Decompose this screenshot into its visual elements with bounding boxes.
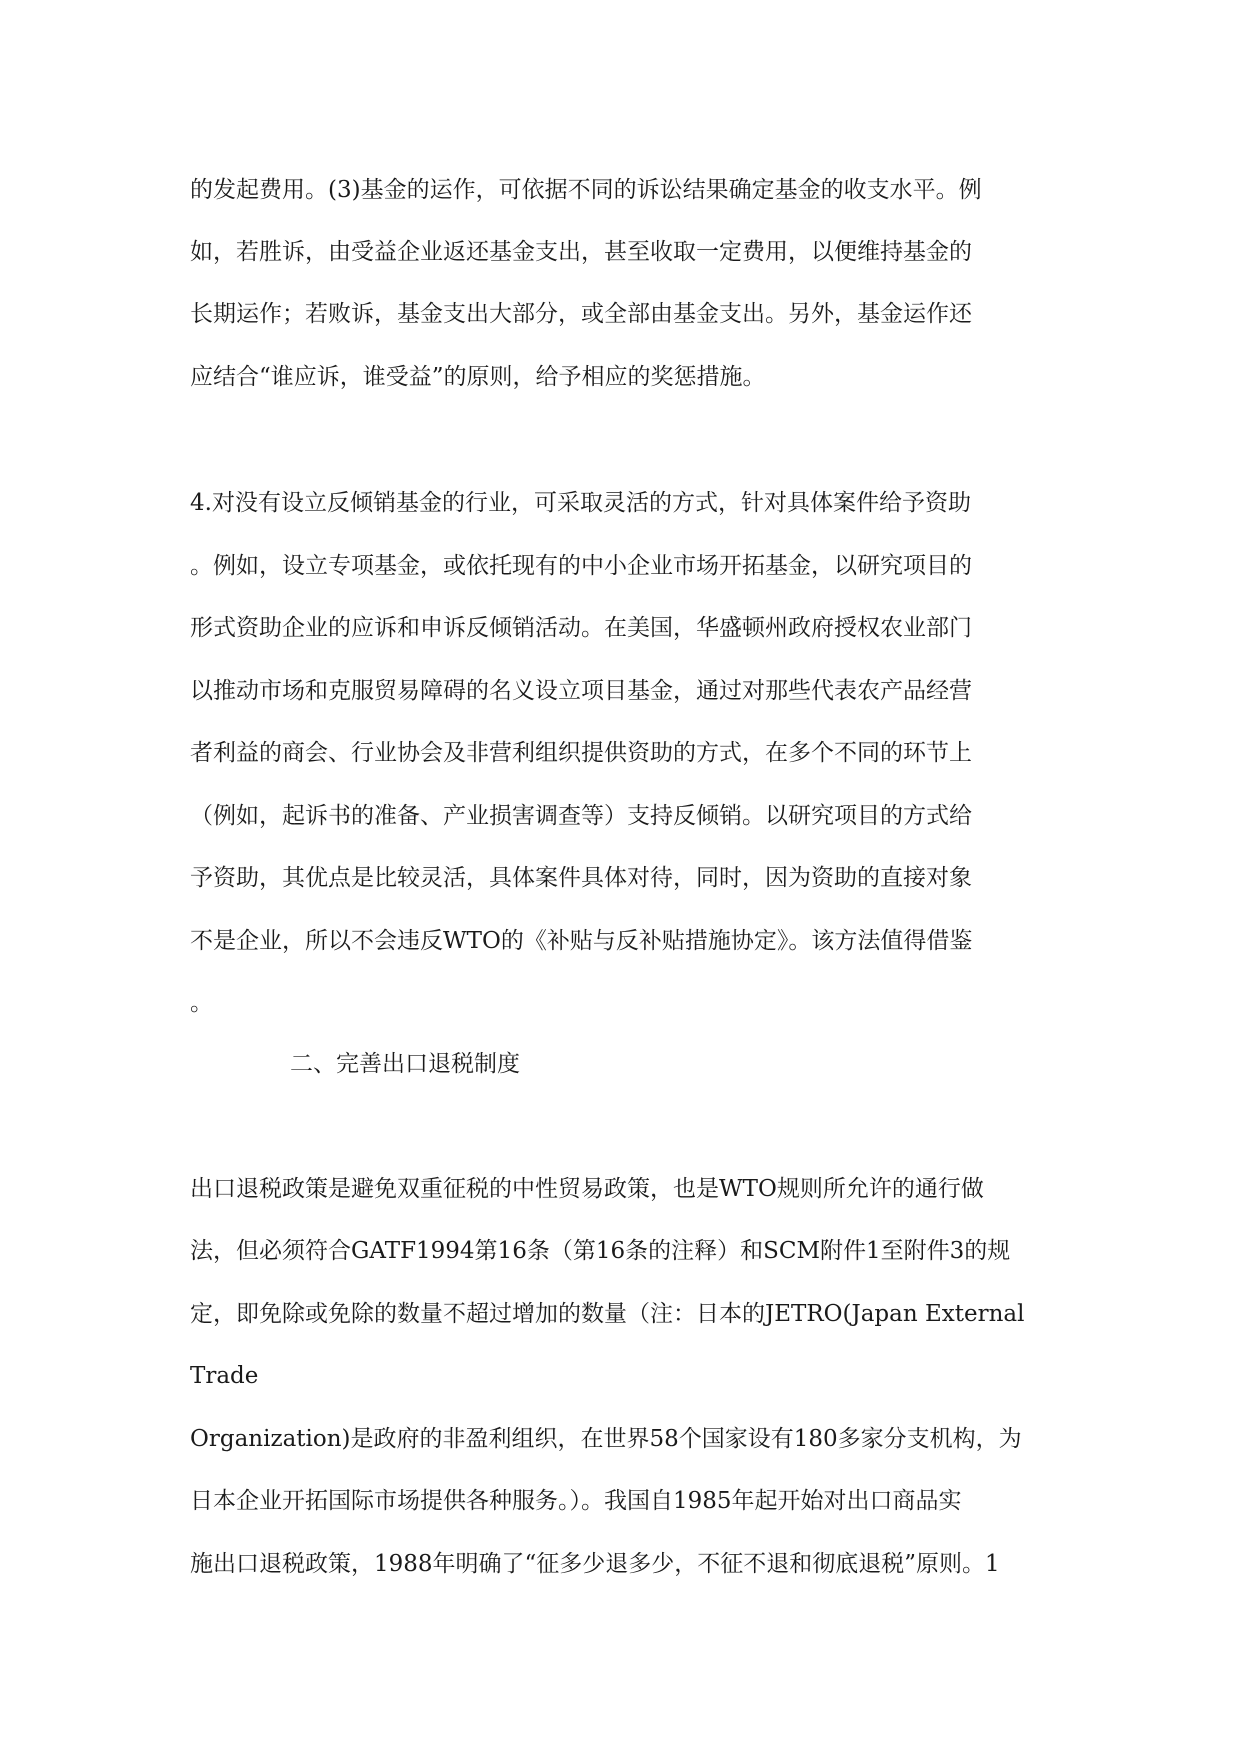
paragraph-3-line-7: 施出口退税政策，1988年明确了“征多少退多少，不征不退和彻底退税”原则。1 — [190, 1551, 1000, 1577]
paragraph-1-line-2: 如，若胜诉，由受益企业返还基金支出，甚至收取一定费用，以便维持基金的 — [190, 239, 972, 265]
paragraph-1-line-1: 的发起费用。(3)基金的运作，可依据不同的诉讼结果确定基金的收支水平。例 — [190, 177, 982, 203]
paragraph-3-line-1: 出口退税政策是避免双重征税的中性贸易政策，也是WTO规则所允许的通行做 — [190, 1176, 984, 1202]
paragraph-2-line-7: 予资助，其优点是比较灵活，具体案件具体对待，同时，因为资助的直接对象 — [190, 865, 972, 891]
section-heading: 二、完善出口退税制度 — [290, 1051, 520, 1077]
paragraph-3-line-3: 定，即免除或免除的数量不超过增加的数量（注：日本的JETRO(Japan External — [190, 1301, 1025, 1327]
paragraph-2-line-2: 。例如，设立专项基金，或依托现有的中小企业市场开拓基金，以研究项目的 — [190, 553, 972, 579]
paragraph-1-line-4: 应结合“谁应诉，谁受益”的原则，给予相应的奖惩措施。 — [190, 364, 766, 390]
paragraph-2-line-5: 者利益的商会、行业协会及非营利组织提供资助的方式，在多个不同的环节上 — [190, 740, 972, 766]
paragraph-2-line-4: 以推动市场和克服贸易障碍的名义设立项目基金，通过对那些代表农产品经营 — [190, 678, 972, 704]
paragraph-2-line-6: （例如，起诉书的准备、产业损害调查等）支持反倾销。以研究项目的方式给 — [190, 803, 972, 829]
paragraph-3-line-2: 法，但必须符合GATF1994第16条（第16条的注释）和SCM附件1至附件3的规 — [190, 1238, 1011, 1264]
paragraph-2-line-3: 形式资助企业的应诉和申诉反倾销活动。在美国，华盛顿州政府授权农业部门 — [190, 615, 972, 641]
paragraph-2-line-8: 不是企业，所以不会违反WTO的《补贴与反补贴措施协定》。该方法值得借鉴 — [190, 928, 973, 954]
paragraph-3-line-5: Organization)是政府的非盈利组织，在世界58个国家设有180多家分支机构，为 — [190, 1426, 1022, 1452]
paragraph-1-line-3: 长期运作；若败诉，基金支出大部分，或全部由基金支出。另外，基金运作还 — [190, 301, 972, 327]
paragraph-2-line-1: 4.对没有设立反倾销基金的行业，可采取灵活的方式，针对具体案件给予资助 — [190, 490, 971, 516]
paragraph-2-line-9: 。 — [190, 990, 213, 1016]
paragraph-3-line-6: 日本企业开拓国际市场提供各种服务。）。我国自1985年起开始对出口商品实 — [190, 1488, 962, 1514]
paragraph-3-line-4: Trade — [190, 1363, 259, 1389]
